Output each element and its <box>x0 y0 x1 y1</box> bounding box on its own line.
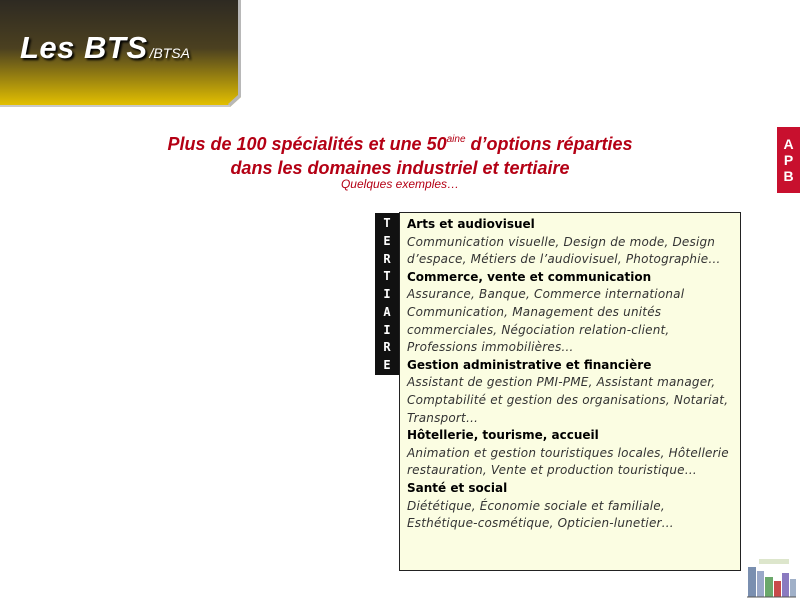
banner-title-main: Les BTS <box>20 30 148 65</box>
apb-tab[interactable] <box>777 127 800 193</box>
category-title: Gestion administrative et financière <box>407 357 652 372</box>
tertiaire-vertical-label <box>375 213 399 375</box>
vertical-letter: T <box>383 216 391 230</box>
category-commerce <box>407 269 733 357</box>
apb-letter-a: A <box>783 136 794 152</box>
examples-caption: Quelques exemples… <box>340 177 460 191</box>
heading-superscript: aine <box>446 134 466 145</box>
category-examples: Diététique, Économie sociale et familiale, Esthétique-cosmétique, Opticien-lunetier… <box>407 498 674 531</box>
category-hotellerie <box>407 427 733 480</box>
category-title: Santé et social <box>407 480 508 495</box>
heading-line-1-part-a: Plus de 100 spécialités et une 50 <box>167 134 447 154</box>
vertical-letter: E <box>383 233 391 248</box>
specialties-box <box>399 212 741 571</box>
category-title: Commerce, vente et communication <box>407 269 652 284</box>
vertical-letter: I <box>383 322 391 337</box>
category-title: Arts et audiovisuel <box>407 217 535 231</box>
banner-title <box>20 30 190 66</box>
banner-title-sub: /BTSA <box>149 45 190 61</box>
heading-line-1-part-b: d’options réparties <box>465 134 633 154</box>
category-examples: Communication visuelle, Design de mode, Design d’espace, Métiers de l’audiovisuel, Photographie… <box>407 234 721 267</box>
apb-letter-p: P <box>783 152 794 168</box>
heading-line-2: dans les domaines industriel et tertiaire <box>230 158 570 178</box>
vertical-letter: R <box>383 340 391 355</box>
category-gestion <box>407 357 733 427</box>
category-examples: Animation et gestion touristiques locales, Hôtellerie restauration, Vente et production touristique… <box>407 445 729 478</box>
vertical-letter: I <box>383 287 391 301</box>
category-arts <box>407 216 733 269</box>
category-title: Hôtellerie, tourisme, accueil <box>407 428 599 443</box>
page-heading <box>110 128 690 180</box>
category-examples: Assurance, Banque, Commerce international Communication, Management des unités commerciales, Négociation relation-client, Professions immobilières… <box>407 287 685 355</box>
category-examples: Assistant de gestion PMI-PME, Assistant manager, Comptabilité et gestion des organisations, Notariat, Transport… <box>407 375 729 425</box>
building-illustration-icon <box>745 557 798 599</box>
vertical-letter: T <box>383 269 391 284</box>
heading-line-1 <box>110 128 690 156</box>
vertical-letter: R <box>383 251 391 266</box>
title-banner <box>0 0 241 107</box>
apb-letter-b: B <box>783 168 794 184</box>
category-sante <box>407 480 733 533</box>
vertical-letter: E <box>383 358 391 372</box>
school-building-thumbnail <box>745 557 798 599</box>
vertical-letter: A <box>383 304 391 319</box>
